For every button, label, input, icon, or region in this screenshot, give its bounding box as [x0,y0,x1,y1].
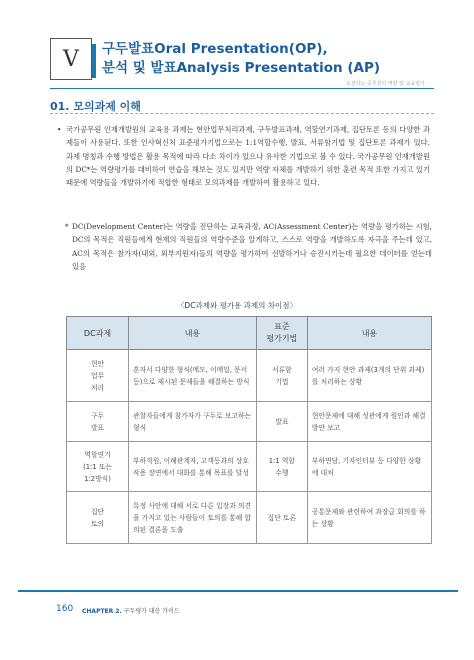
cell-technique: 발표 [256,402,307,442]
table-row [67,492,432,544]
table-row [67,350,432,402]
chapter-label: CHAPTER 2. [82,608,122,615]
cell-technique-content: 현안문제에 대해 성관에게 원인과 해결방안 보고 [307,402,431,442]
cell-technique: 서류함 기법 [256,350,307,402]
footnote [65,220,432,273]
comparison-table [66,316,432,544]
section-divider [50,113,434,114]
asterisk-icon: * [65,222,69,231]
page-title [102,40,380,78]
table-row [67,442,432,492]
cell-technique-content: 부하면담, 기자인터뷰 등 다양한 상황에 대처 [307,442,431,492]
cell-technique-content: 공통문제와 관련하여 과장급 회의를 하는 상황 [307,492,431,544]
footer-rule [18,590,458,592]
footer-chapter [82,606,180,615]
cell-dc-task: 집단 토의 [67,492,129,544]
table-caption: 〈DC과제와 평가용 과제의 차이점〉 [176,301,298,310]
body-paragraph [57,123,430,189]
title-accent-bar [92,44,96,78]
cell-dc-content: 특정 사안에 대해 서로 다른 입장과 의견을 가지고 있는 사람들이 토의를 통해 합의된 결론을 도출 [129,492,257,544]
header-standard-technique: 표준 평가기법 [256,317,307,350]
cell-dc-content: 혼자서 다양한 형식(메모, 이메일, 문서 등)으로 제시된 문제들을 해결하는 방식 [129,350,257,402]
cell-dc-task: 구두 발표 [67,402,129,442]
table-header-row [67,317,432,350]
chapter-numeral-box [50,38,92,80]
paragraph-text: 국가공무원 인재개발원의 교육용 과제는 현안업무처리과제, 구두발표과제, 역할연기과제, 집단토론 등의 다양한 과제들이 사용된다. 또한 인사혁신처 표준평가기법으로는 1:1역할수행, 발표, 서류함기법 및 집단토론 과제가 있다. 과제 명칭과 수행 방법은 활용 목적에 따라 다소 차이가 있으나 유사한 기법으로 볼 수 있다. 국가공무원 인재개발원의 DC*는 역량평가를 대비하여 연습을 해보는 것도 있지만 역량 자체를 개발하기 위한 훈련 목적 또한 가지고 있기 때문에 역량들을 개발하기에 적합한 형태로 모의과제를 개발하여 활용하고 있다. [66,125,430,188]
header-subnote: 도전하는 공무원의 역량 및 교육평가 [346,81,425,87]
header-standard-content: 내용 [307,317,431,350]
footnote-text: DC(Development Center)는 역량을 진단하는 교육과정, AC(Assessment Center)는 역량을 평가하는 시험, DC의 목적은 직원들에게 현재의 직원들의 역량수준을 알게하고, 스스로 역량을 개발하도록 자극을 주는데 있고, AC의 목적은 참가자(내외, 외부지원자)들의 역량을 평가하여 선발하거나 승진시키는데 필요한 데이터를 얻는데 있음 [72,222,432,271]
section-heading: 01. 모의과제 이해 [50,100,141,113]
cell-dc-content: 부하직원, 이해관계자, 고객등과의 상호작용 장면에서 대화를 통해 목표를 달성 [129,442,257,492]
table-row [67,402,432,442]
page-number: 160 [56,604,74,614]
cell-technique-content: 여러 가지 현안 과제(3개의 단위 과제)를 처리하는 상황 [307,350,431,402]
header-rule [50,88,434,89]
cell-technique: 1:1 역할 수행 [256,442,307,492]
cell-technique: 집단 토론 [256,492,307,544]
title-line-2: 분석 및 발표Analysis Presentation (AP) [102,60,381,76]
chapter-numeral: V [63,46,79,72]
chapter-title: 구두평가 대응 가이드 [123,608,180,615]
cell-dc-task: 역할연기 (1:1 또는 1:2방식) [67,442,129,492]
header-dc-content: 내용 [129,317,257,350]
header-dc-task: DC과제 [67,317,129,350]
cell-dc-content: 관찰자들에게 참가자가 구두로 보고하는 형식 [129,402,257,442]
cell-dc-task: 현안 업무 처리 [67,350,129,402]
bullet-icon: • [57,125,62,134]
title-line-1: 구두발표Oral Presentation(OP), [102,41,328,57]
